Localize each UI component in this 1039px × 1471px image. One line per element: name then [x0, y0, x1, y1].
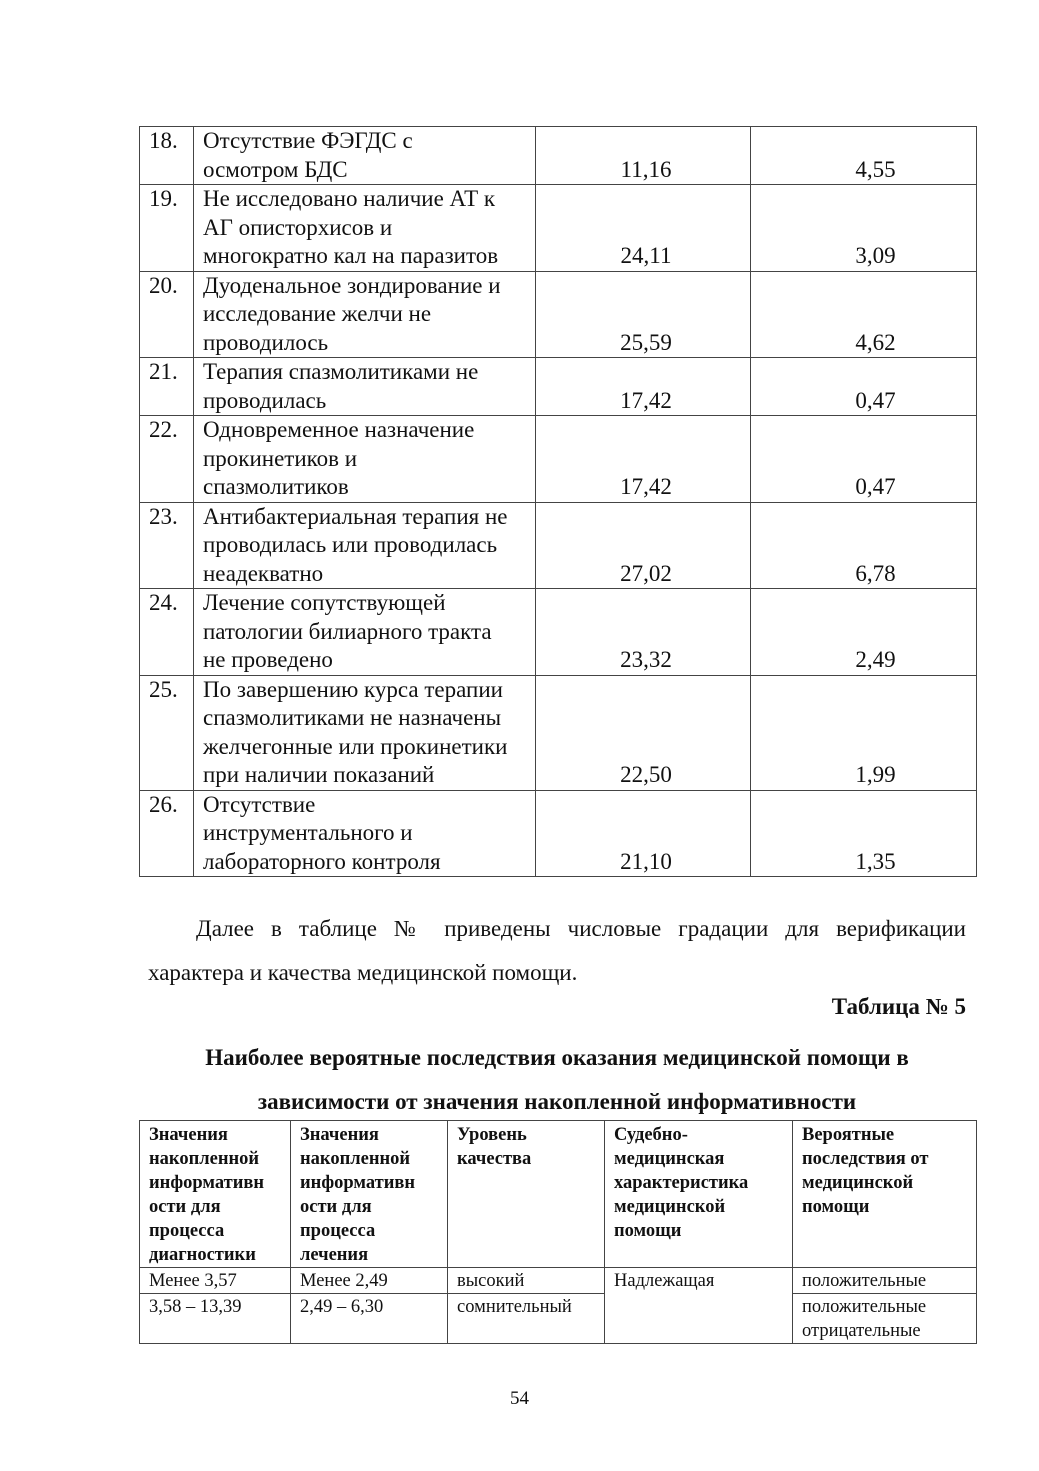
value-1: 23,32: [536, 589, 751, 676]
value-2: 3,09: [751, 185, 977, 272]
row-description: [194, 127, 536, 185]
table-caption: [148, 1036, 966, 1124]
table-cell: 2,49 – 6,30: [291, 1294, 448, 1344]
description-line: Дуоденальное зондирование и: [203, 272, 501, 298]
row-number: 22.: [140, 416, 194, 503]
value-2: 4,62: [751, 271, 977, 358]
criteria-table-body: [140, 127, 977, 877]
table-cell: высокий: [448, 1268, 605, 1294]
value-1: 21,10: [536, 790, 751, 877]
table-row: [140, 1268, 977, 1294]
consequences-table: [139, 1120, 977, 1344]
value-1: 24,11: [536, 185, 751, 272]
row-description: [194, 675, 536, 790]
header-diagnostics: Значения накопленной информативн ости для процесса диагностики: [149, 1125, 265, 1265]
header-cell: [291, 1121, 448, 1268]
header-treatment: Значения накопленной информативн ости для процесса лечения: [300, 1125, 416, 1265]
description-line: осмотром БДС: [203, 156, 348, 182]
description-line: Отсутствие ФЭГДС с: [203, 128, 413, 153]
table-row: [140, 1294, 977, 1344]
description-line: По завершению курса терапии: [203, 676, 503, 702]
description-line: исследование желчи не: [203, 301, 432, 326]
table-row: [140, 589, 977, 676]
table-row: [140, 358, 977, 416]
value-2: 1,35: [751, 790, 977, 877]
table-header-row: [140, 1121, 977, 1268]
table-row: [140, 675, 977, 790]
row-description: [194, 502, 536, 589]
table-row: [140, 127, 977, 185]
header-cell: [605, 1121, 793, 1268]
row-number: 20.: [140, 271, 194, 358]
table-row: [140, 502, 977, 589]
table-cell: положительные отрицательные: [793, 1294, 977, 1344]
value-2: 4,55: [751, 127, 977, 185]
row-number: 23.: [140, 502, 194, 589]
table-cell: Менее 3,57: [140, 1268, 291, 1294]
row-description: [194, 416, 536, 503]
description-line: патологии билиарного тракта: [203, 618, 492, 644]
table-caption-line-1: Наиболее вероятные последствия оказания медицинской помощи в: [205, 1045, 909, 1070]
description-line: спазмолитиками не назначены: [203, 705, 502, 730]
description-line: АГ описторхисов и: [203, 214, 393, 240]
description-line: Отсутствие: [203, 791, 316, 817]
description-line: желчегонные или прокинетики: [203, 733, 508, 759]
table-cell: положительные: [793, 1268, 977, 1294]
table-row: [140, 271, 977, 358]
header-cell: [793, 1121, 977, 1268]
header-cell: [140, 1121, 291, 1268]
value-1: 25,59: [536, 271, 751, 358]
row-description: [194, 790, 536, 877]
row-number: 19.: [140, 185, 194, 272]
description-line: проводилась или проводилась: [203, 532, 498, 557]
description-line: спазмолитиков: [203, 474, 349, 499]
table-cell: 3,58 – 13,39: [140, 1294, 291, 1344]
value-2: 0,47: [751, 416, 977, 503]
row-description: [194, 185, 536, 272]
description-line: при наличии показаний: [203, 762, 435, 787]
description-line: проводилась: [203, 387, 327, 413]
value-1: 27,02: [536, 502, 751, 589]
criteria-table: [139, 126, 977, 877]
table-row: [140, 416, 977, 503]
description-line: Не исследовано наличие АТ к: [203, 186, 496, 211]
value-2: 0,47: [751, 358, 977, 416]
row-number: 25.: [140, 675, 194, 790]
row-description: [194, 358, 536, 416]
description-line: многократно кал на паразитов: [203, 243, 499, 268]
header-forensic: Судебно- медицинская характеристика медицинской помощи: [614, 1125, 749, 1241]
body-paragraph: [148, 907, 966, 995]
description-line: Терапия спазмолитиками не: [203, 359, 479, 384]
description-line: проводилось: [203, 329, 329, 355]
table-row: [140, 185, 977, 272]
paragraph-line-2: характера и качества медицинской помощи.: [148, 960, 578, 985]
description-line: инструментального и: [203, 820, 413, 845]
table-cell: сомнительный: [448, 1294, 605, 1344]
header-cell: [448, 1121, 605, 1268]
table-caption-line-2: зависимости от значения накопленной информативности: [257, 1089, 857, 1114]
table-row: [140, 790, 977, 877]
description-line: не проведено: [203, 647, 333, 672]
value-1: 22,50: [536, 675, 751, 790]
row-number: 21.: [140, 358, 194, 416]
description-line: Антибактериальная терапия не: [203, 503, 508, 529]
row-description: [194, 271, 536, 358]
description-line: Лечение сопутствующей: [203, 590, 446, 615]
value-2: 1,99: [751, 675, 977, 790]
paragraph-line-1: Далее в таблице № приведены числовые градации для верификации: [196, 916, 966, 941]
header-consequences: Вероятные последствия от медицинской помощи: [802, 1125, 929, 1217]
value-1: 17,42: [536, 358, 751, 416]
table-cell: Менее 2,49: [291, 1268, 448, 1294]
description-line: прокинетиков и: [203, 445, 358, 471]
header-quality-level: Уровень качества: [457, 1125, 532, 1169]
description-line: лабораторного контроля: [203, 848, 441, 874]
row-number: 18.: [140, 127, 194, 185]
row-description: [194, 589, 536, 676]
page-number: 54: [510, 1388, 529, 1409]
value-1: 11,16: [536, 127, 751, 185]
value-2: 6,78: [751, 502, 977, 589]
description-line: Одновременное назначение: [203, 417, 475, 442]
description-line: неадекватно: [203, 560, 324, 586]
row-number: 26.: [140, 790, 194, 877]
row-number: 24.: [140, 589, 194, 676]
table-label: Таблица № 5: [831, 994, 966, 1019]
table-cell: Надлежащая: [605, 1268, 793, 1344]
value-2: 2,49: [751, 589, 977, 676]
value-1: 17,42: [536, 416, 751, 503]
